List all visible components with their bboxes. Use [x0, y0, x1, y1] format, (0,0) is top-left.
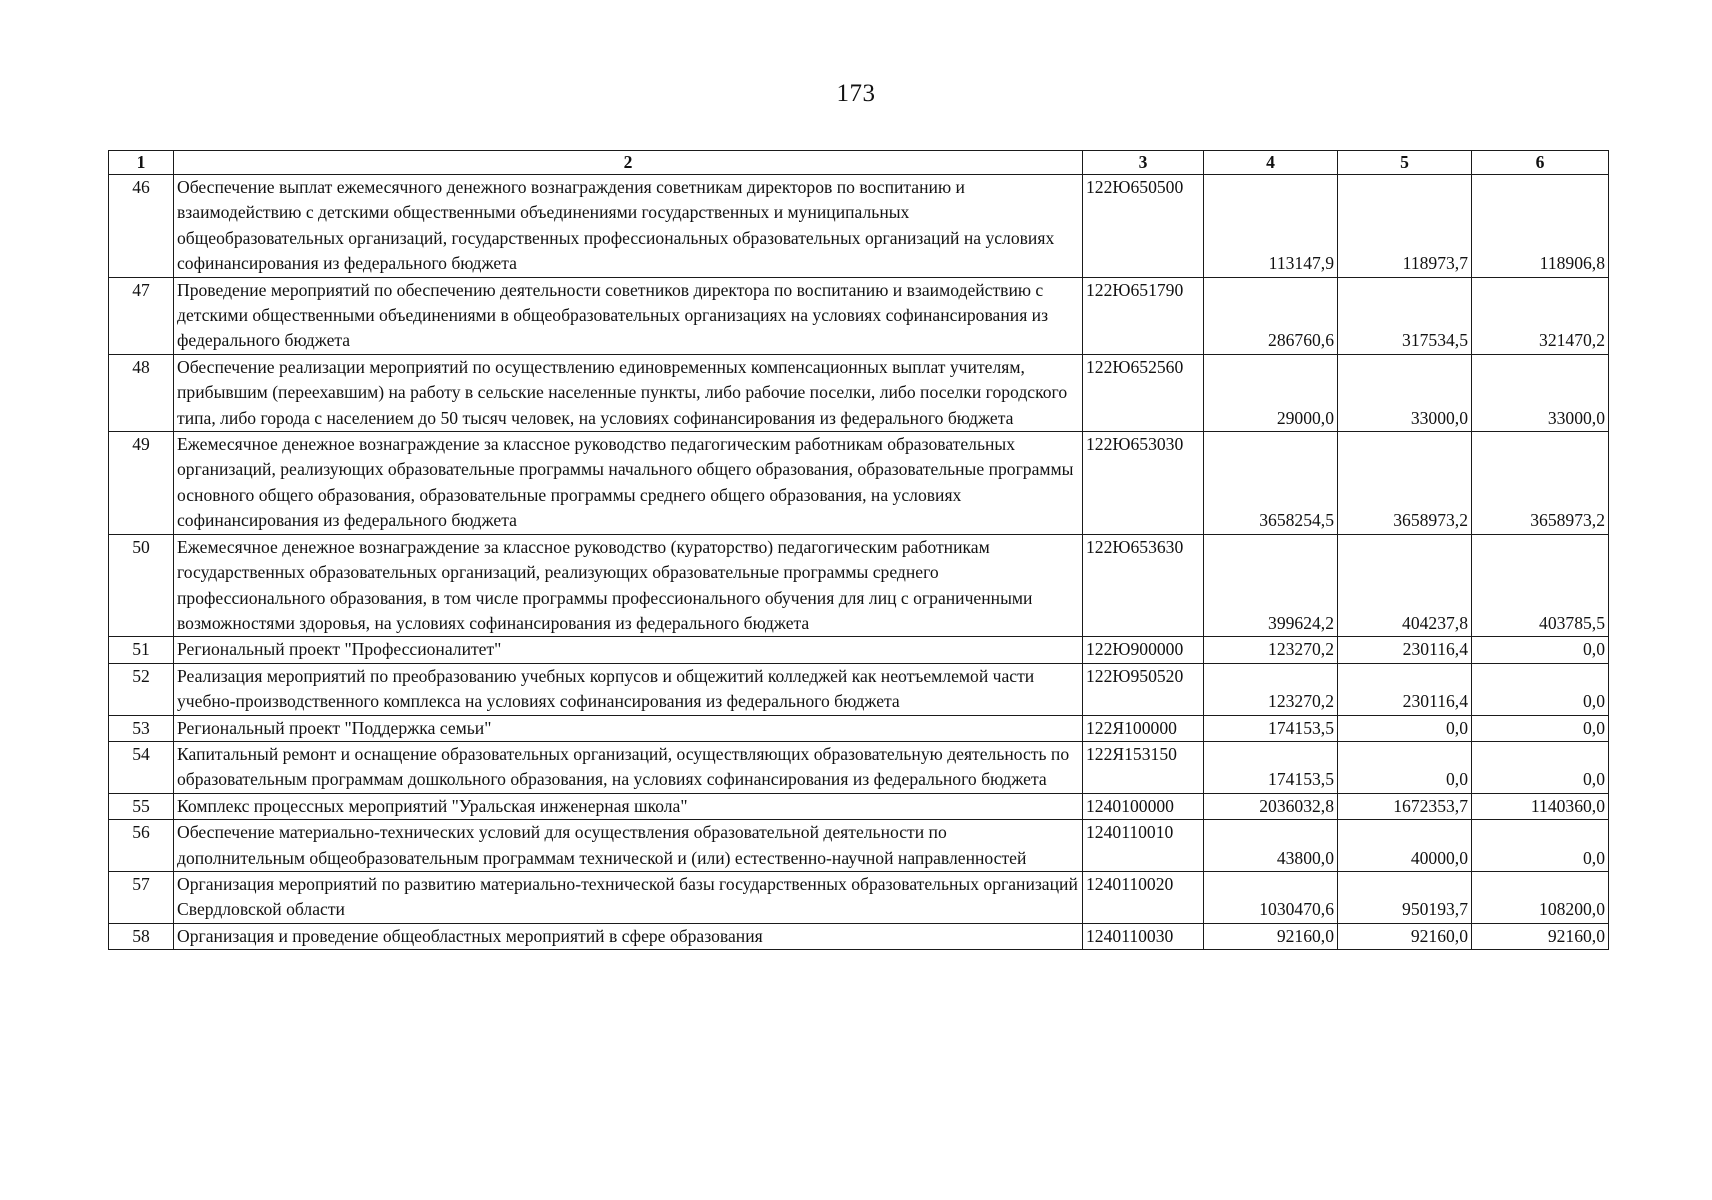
row-value-col4: 43800,0	[1204, 820, 1338, 872]
row-number: 46	[109, 175, 174, 278]
row-value-col4: 286760,6	[1204, 277, 1338, 354]
row-number: 51	[109, 637, 174, 663]
row-value-col4: 2036032,8	[1204, 793, 1338, 819]
row-value-col6: 33000,0	[1472, 354, 1609, 431]
row-number: 48	[109, 354, 174, 431]
column-header-1: 1	[109, 151, 174, 175]
row-value-col5: 0,0	[1338, 741, 1472, 793]
row-name: Проведение мероприятий по обеспечению деятельности советников директора по воспитанию и взаимодействию с детскими общественными объединениями в общеобразовательных организациях на условиях софинансирования из федерального бюджета	[174, 277, 1083, 354]
table-row	[109, 923, 1609, 949]
row-name: Ежемесячное денежное вознаграждение за классное руководство (кураторство) педагогическим работникам государственных образовательных организаций, реализующих образовательные программы среднего профессионального образования, в том числе программы профессионального обучения для лиц с ограниченными возможностями здоровья, на условиях софинансирования из федерального бюджета	[174, 534, 1083, 637]
row-value-col4: 123270,2	[1204, 637, 1338, 663]
row-value-col4: 29000,0	[1204, 354, 1338, 431]
row-code: 122Ю653030	[1083, 432, 1204, 535]
row-code: 1240110030	[1083, 923, 1204, 949]
row-value-col5: 317534,5	[1338, 277, 1472, 354]
row-value-col6: 1140360,0	[1472, 793, 1609, 819]
row-value-col4: 3658254,5	[1204, 432, 1338, 535]
row-value-col5: 230116,4	[1338, 637, 1472, 663]
table-row	[109, 175, 1609, 278]
row-value-col6: 321470,2	[1472, 277, 1609, 354]
row-value-col6: 403785,5	[1472, 534, 1609, 637]
table-body	[109, 175, 1609, 950]
row-value-col5: 92160,0	[1338, 923, 1472, 949]
row-value-col4: 399624,2	[1204, 534, 1338, 637]
row-name: Комплекс процессных мероприятий "Уральская инженерная школа"	[174, 793, 1083, 819]
row-value-col6: 0,0	[1472, 820, 1609, 872]
row-value-col6: 92160,0	[1472, 923, 1609, 949]
table-row	[109, 534, 1609, 637]
row-value-col4: 174153,5	[1204, 715, 1338, 741]
row-name: Организация и проведение общеобластных мероприятий в сфере образования	[174, 923, 1083, 949]
row-code: 122Ю650500	[1083, 175, 1204, 278]
row-code: 122Ю653630	[1083, 534, 1204, 637]
table-row	[109, 637, 1609, 663]
table-row	[109, 277, 1609, 354]
table-row	[109, 741, 1609, 793]
row-value-col6: 3658973,2	[1472, 432, 1609, 535]
row-number: 53	[109, 715, 174, 741]
table-row	[109, 354, 1609, 431]
row-value-col6: 0,0	[1472, 637, 1609, 663]
row-code: 122Ю950520	[1083, 663, 1204, 715]
row-value-col5: 40000,0	[1338, 820, 1472, 872]
row-value-col6: 0,0	[1472, 741, 1609, 793]
column-header-2: 2	[174, 151, 1083, 175]
column-header-6: 6	[1472, 151, 1609, 175]
row-value-col5: 1672353,7	[1338, 793, 1472, 819]
row-value-col4: 1030470,6	[1204, 871, 1338, 923]
row-name: Обеспечение реализации мероприятий по осуществлению единовременных компенсационных выплат учителям, прибывшим (переехавшим) на работу в сельские населенные пункты, либо рабочие поселки, либо поселки городского типа, либо города с населением до 50 тысяч человек, на условиях софинансирования из федерального бюджета	[174, 354, 1083, 431]
row-name: Ежемесячное денежное вознаграждение за классное руководство педагогическим работникам образовательных организаций, реализующих образовательные программы начального общего образования, образовательные программы основного общего образования, образовательные программы среднего общего образования, на условиях софинансирования из федерального бюджета	[174, 432, 1083, 535]
row-value-col6: 108200,0	[1472, 871, 1609, 923]
row-value-col6: 0,0	[1472, 715, 1609, 741]
table-row	[109, 793, 1609, 819]
row-code: 1240110020	[1083, 871, 1204, 923]
row-code: 122Ю900000	[1083, 637, 1204, 663]
row-value-col5: 950193,7	[1338, 871, 1472, 923]
row-name: Реализация мероприятий по преобразованию учебных корпусов и общежитий колледжей как неотъемлемой части учебно-производственного комплекса на условиях софинансирования из федерального бюджета	[174, 663, 1083, 715]
row-code: 122Ю652560	[1083, 354, 1204, 431]
column-header-5: 5	[1338, 151, 1472, 175]
row-value-col5: 3658973,2	[1338, 432, 1472, 535]
budget-table	[108, 150, 1609, 950]
row-code: 122Я100000	[1083, 715, 1204, 741]
row-value-col5: 33000,0	[1338, 354, 1472, 431]
row-number: 54	[109, 741, 174, 793]
table-row	[109, 820, 1609, 872]
row-value-col5: 118973,7	[1338, 175, 1472, 278]
row-number: 49	[109, 432, 174, 535]
row-name: Обеспечение выплат ежемесячного денежного вознаграждения советникам директоров по воспитанию и взаимодействию с детскими общественными объединениями государственных и муниципальных общеобразовательных организаций, государственных профессиональных образовательных организаций на условиях софинансирования из федерального бюджета	[174, 175, 1083, 278]
row-number: 47	[109, 277, 174, 354]
row-value-col5: 0,0	[1338, 715, 1472, 741]
row-value-col4: 123270,2	[1204, 663, 1338, 715]
row-number: 57	[109, 871, 174, 923]
row-name: Капитальный ремонт и оснащение образовательных организаций, осуществляющих образовательную деятельность по образовательным программам дошкольного образования, на условиях софинансирования из федерального бюджета	[174, 741, 1083, 793]
row-code: 1240110010	[1083, 820, 1204, 872]
table-row	[109, 663, 1609, 715]
row-code: 122Я153150	[1083, 741, 1204, 793]
row-value-col4: 113147,9	[1204, 175, 1338, 278]
column-header-3: 3	[1083, 151, 1204, 175]
row-value-col5: 230116,4	[1338, 663, 1472, 715]
table-row	[109, 715, 1609, 741]
row-name: Обеспечение материально-технических условий для осуществления образовательной деятельности по дополнительным общеобразовательным программам технической и (или) естественно-научной направленностей	[174, 820, 1083, 872]
table-row	[109, 432, 1609, 535]
row-name: Организация мероприятий по развитию материально-технической базы государственных образовательных организаций Свердловской области	[174, 871, 1083, 923]
row-number: 56	[109, 820, 174, 872]
row-number: 55	[109, 793, 174, 819]
row-value-col6: 118906,8	[1472, 175, 1609, 278]
row-value-col6: 0,0	[1472, 663, 1609, 715]
page-number: 173	[836, 80, 876, 107]
row-value-col4: 174153,5	[1204, 741, 1338, 793]
row-code: 1240100000	[1083, 793, 1204, 819]
table-header-row	[109, 151, 1609, 175]
row-name: Региональный проект "Поддержка семьи"	[174, 715, 1083, 741]
row-number: 52	[109, 663, 174, 715]
column-header-4: 4	[1204, 151, 1338, 175]
row-code: 122Ю651790	[1083, 277, 1204, 354]
row-number: 50	[109, 534, 174, 637]
row-name: Региональный проект "Профессионалитет"	[174, 637, 1083, 663]
row-number: 58	[109, 923, 174, 949]
row-value-col4: 92160,0	[1204, 923, 1338, 949]
table-row	[109, 871, 1609, 923]
row-value-col5: 404237,8	[1338, 534, 1472, 637]
